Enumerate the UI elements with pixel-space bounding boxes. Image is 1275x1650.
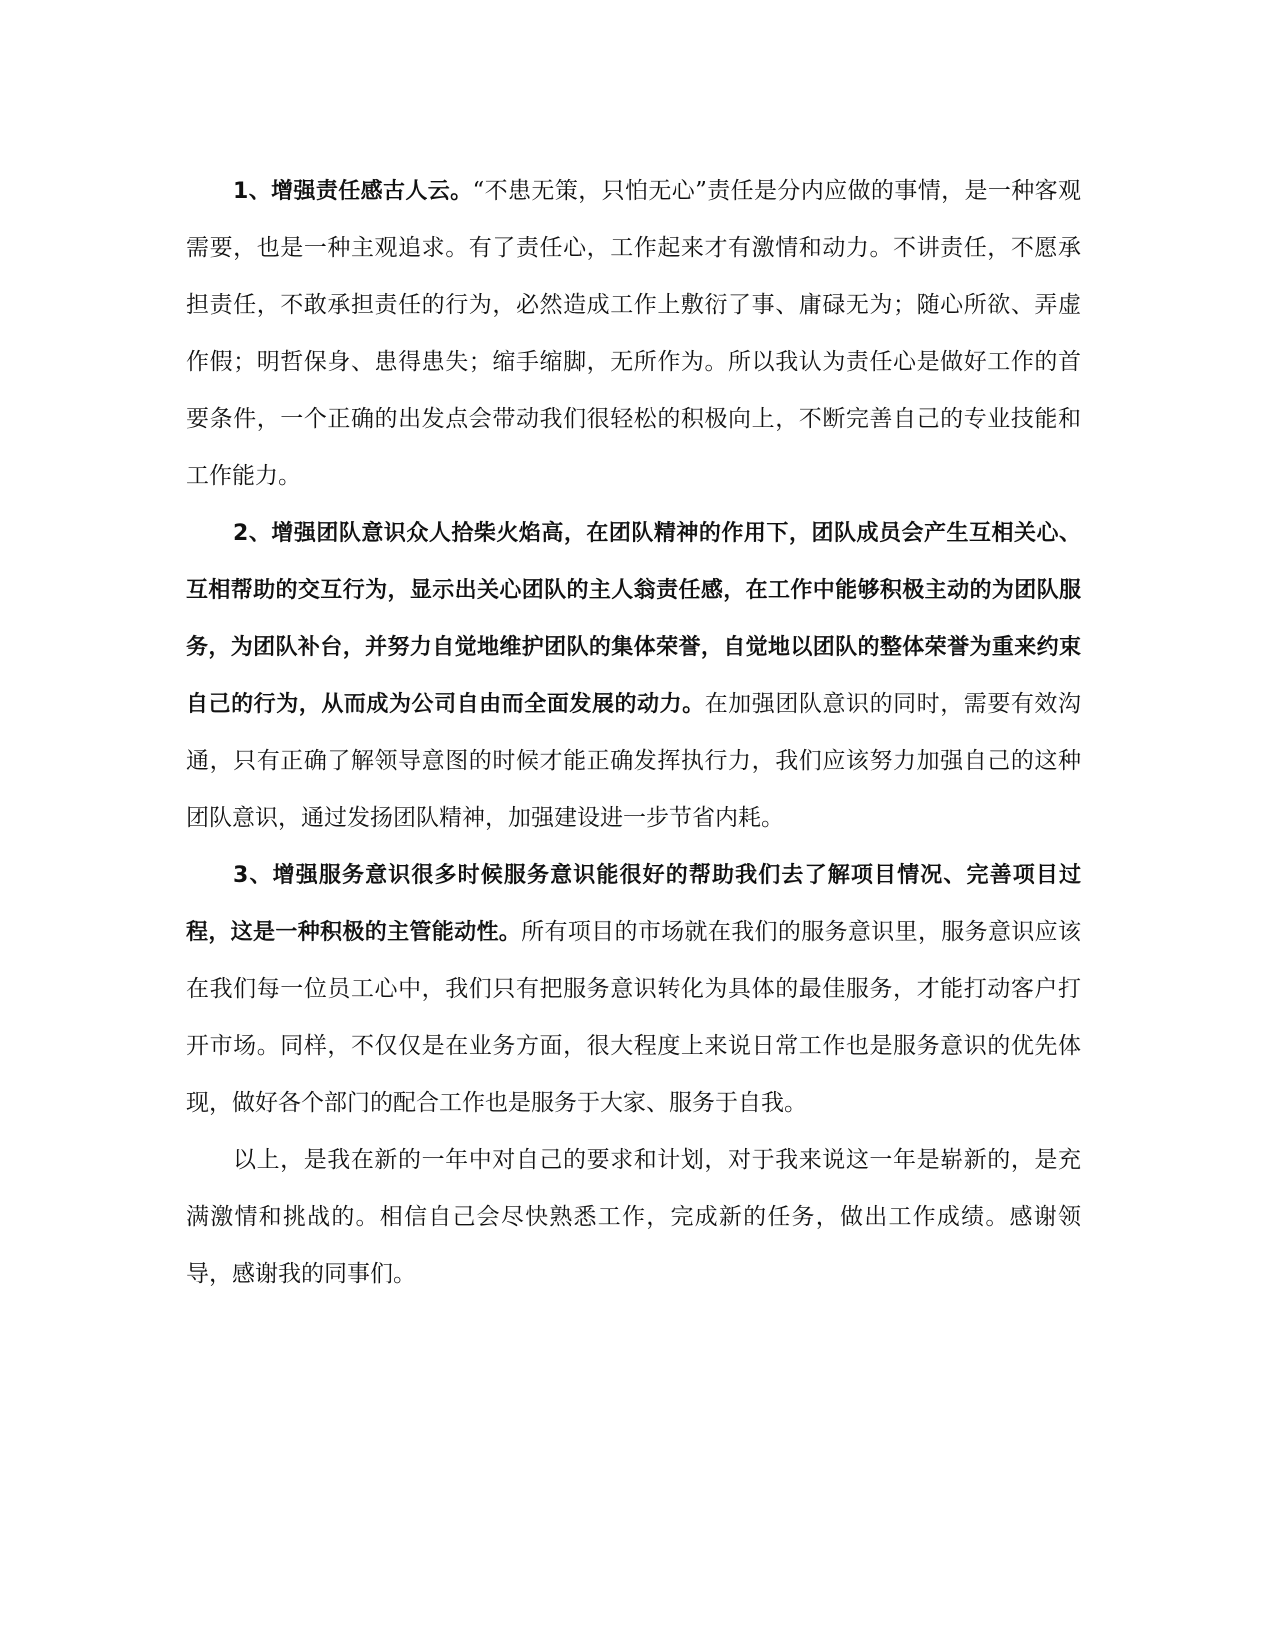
- paragraph-conclusion: [186, 1132, 1081, 1303]
- paragraph-responsibility: [186, 163, 1081, 505]
- paragraph-text: 在加强团队意识的同时，需要有效沟通，只有正确了解领导意图的时候才能正确发挥执行力，我们应该努力加强自己的这种团队意识，通过发扬团队精神，加强建设进一步节省内耗。: [186, 691, 1081, 831]
- paragraph-teamwork: [186, 505, 1081, 847]
- paragraph-service: [186, 847, 1081, 1132]
- paragraph-heading: 3、增强服务意识很多时候服务意识能很好的帮助我们去了解项目情况、完善项目过程，这是一种积极的主管能动性。: [186, 863, 1081, 945]
- paragraph-heading: 1、增强责任感古人云。: [233, 179, 473, 204]
- paragraph-text: 所有项目的市场就在我们的服务意识里，服务意识应该在我们每一位员工心中，我们只有把服务意识转化为具体的最佳服务，才能打动客户打开市场。同样，不仅仅是在业务方面，很大程度上来说日常工作也是服务意识的优先体现，做好各个部门的配合工作也是服务于大家、服务于自我。: [186, 919, 1081, 1116]
- paragraph-heading: 2、增强团队意识众人拾柴火焰高，在团队精神的作用下，团队成员会产生互相关心、互相帮助的交互行为，显示出关心团队的主人翁责任感，在工作中能够积极主动的为团队服务，为团队补台，并努力自觉地维护团队的集体荣誉，自觉地以团队的整体荣誉为重来约束自己的行为，从而成为公司自由而全面发展的动力。: [186, 521, 1081, 717]
- paragraph-text: 以上，是我在新的一年中对自己的要求和计划，对于我来说这一年是崭新的，是充满激情和挑战的。相信自己会尽快熟悉工作，完成新的任务，做出工作成绩。感谢领导，感谢我的同事们。: [186, 1147, 1081, 1287]
- paragraph-text: “不患无策，只怕无心”责任是分内应做的事情，是一种客观需要，也是一种主观追求。有了责任心，工作起来才有激情和动力。不讲责任，不愿承担责任，不敢承担责任的行为，必然造成工作上敷衍了事、庸碌无为；随心所欲、弄虚作假；明哲保身、患得患失；缩手缩脚，无所作为。所以我认为责任心是做好工作的首要条件，一个正确的出发点会带动我们很轻松的积极向上，不断完善自己的专业技能和工作能力。: [186, 178, 1081, 489]
- document-body: [186, 163, 1081, 1303]
